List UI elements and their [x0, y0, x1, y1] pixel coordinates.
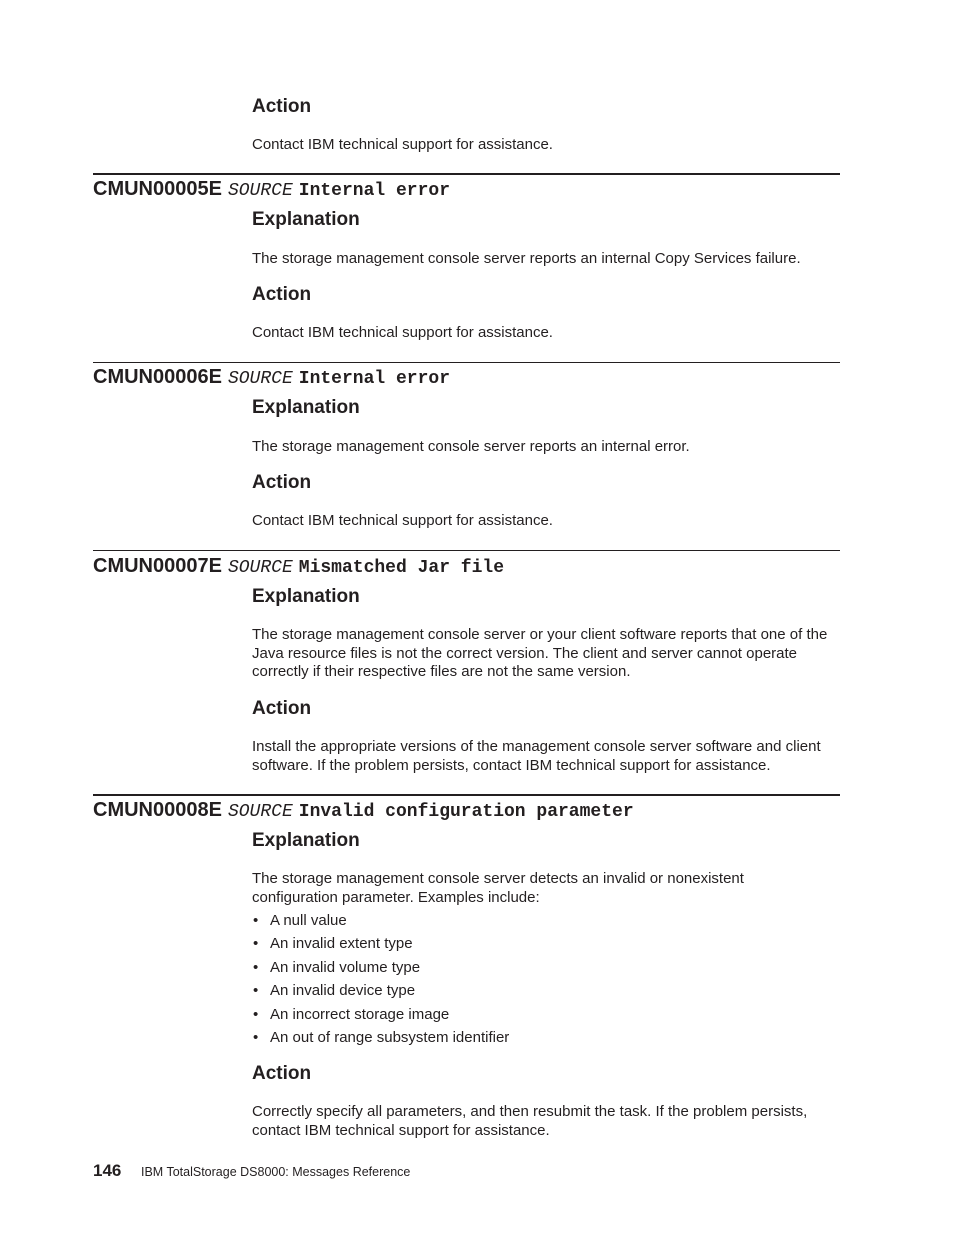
action-text: Contact IBM technical support for assistance. [252, 324, 553, 341]
action-text: Contact IBM technical support for assistance. [252, 136, 553, 153]
section-divider [93, 550, 840, 551]
action-heading: Action [252, 1063, 312, 1084]
message-id: CMUN00006E [93, 366, 222, 388]
section-divider [93, 362, 840, 363]
list-item: • An incorrect storage image [252, 1006, 509, 1029]
message-header [93, 366, 450, 389]
message-title: Internal error [298, 369, 450, 389]
list-item: • A null value [252, 912, 509, 935]
message-source: SOURCE [227, 558, 293, 578]
message-title: Invalid configuration parameter [298, 802, 634, 822]
list-item: • An invalid device type [252, 982, 509, 1005]
explanation-text: The storage management console server reports an internal error. [252, 438, 690, 455]
message-id: CMUN00008E [93, 799, 222, 821]
message-title: Mismatched Jar file [298, 558, 504, 578]
action-heading: Action [252, 698, 312, 719]
action-heading: Action [252, 96, 312, 117]
action-heading: Action [252, 284, 312, 305]
explanation-text: The storage management console server or your client software reports that one of the Java resource files is not the correct version. The client and server cannot operate correctly if their respective files are not the same version. [252, 626, 828, 680]
book-title: IBM TotalStorage DS8000: Messages Reference [141, 1165, 411, 1179]
section-divider [93, 173, 840, 175]
message-id: CMUN00007E [93, 555, 222, 577]
list-item: • An invalid extent type [252, 935, 509, 958]
message-title: Internal error [298, 181, 450, 201]
list-item: • An invalid volume type [252, 959, 509, 982]
message-source: SOURCE [227, 802, 293, 822]
action-text: Install the appropriate versions of the management console server software and client software. If the problem persists, contact IBM technical support for assistance. [252, 738, 821, 774]
message-header [93, 555, 504, 578]
message-source: SOURCE [227, 181, 293, 201]
explanation-text: The storage management console server reports an internal Copy Services failure. [252, 250, 801, 267]
message-id: CMUN00005E [93, 178, 222, 200]
explanation-heading: Explanation [252, 830, 360, 851]
explanation-heading: Explanation [252, 209, 360, 230]
list-item: • An out of range subsystem identifier [252, 1029, 509, 1052]
explanation-text: The storage management console server detects an invalid or nonexistent configuration parameter. Examples include: [252, 870, 744, 906]
page-number: 146 [93, 1161, 122, 1180]
section-divider [93, 794, 840, 796]
action-text: Correctly specify all parameters, and then resubmit the task. If the problem persists, contact IBM technical support for assistance. [252, 1103, 808, 1139]
explanation-heading: Explanation [252, 397, 360, 418]
examples-list [252, 912, 509, 1052]
action-text: Contact IBM technical support for assistance. [252, 512, 553, 529]
message-header [93, 799, 634, 822]
message-source: SOURCE [227, 369, 293, 389]
action-heading: Action [252, 472, 312, 493]
message-header [93, 178, 450, 201]
explanation-heading: Explanation [252, 586, 360, 607]
